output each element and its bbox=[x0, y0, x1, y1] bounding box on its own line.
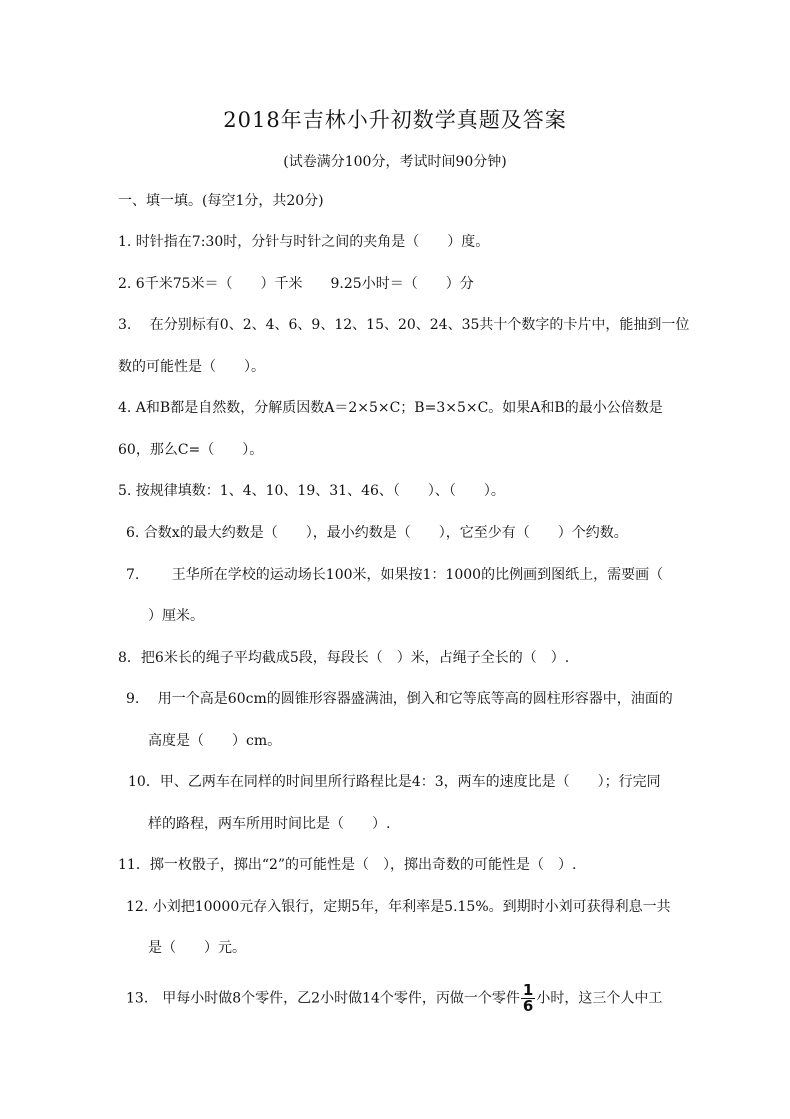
question-6: 6. 合数x的最大约数是（ ），最小约数是（ ），它至少有（ ）个约数。 bbox=[126, 525, 628, 541]
fraction-one-sixth bbox=[521, 983, 535, 1014]
question-12-line1: 12. 小刘把10000元存入银行，定期5年，年利率是5.15%。到期时小刘可获得利息一共 bbox=[126, 899, 671, 915]
question-2: 2. 6千米75米＝（ ）千米 9.25小时＝（ ）分 bbox=[118, 276, 474, 292]
section-heading: 一、填一填。(每空1分，共20分) bbox=[118, 193, 324, 209]
question-12-line2: 是（ ）元。 bbox=[148, 940, 246, 956]
question-13-text-after: 小时，这三个人中工 bbox=[536, 990, 663, 1007]
question-4-line1: 4. A和B都是自然数，分解质因数A＝2×5×C；B=3×5×C。如果A和B的最小公倍数是 bbox=[118, 400, 663, 416]
question-3-line2: 数的可能性是（ ）。 bbox=[118, 359, 265, 375]
question-8: 8．把6米长的绳子平均截成5段，每段长（ ）米，占绳子全长的（ ）. bbox=[118, 650, 570, 666]
question-10-line2: 样的路程，两车所用时间比是（ ）. bbox=[148, 816, 391, 832]
fraction-denominator: 6 bbox=[522, 997, 534, 1015]
fraction-numerator: 1 bbox=[522, 981, 534, 999]
exam-info: (试卷满分100分，考试时间90分钟) bbox=[283, 154, 507, 170]
question-11: 11．掷一枚骰子，掷出“2”的可能性是（ ），掷出奇数的可能性是（ ）. bbox=[118, 857, 577, 873]
question-10-line1: 10．甲、乙两车在同样的时间里所行路程比是4：3，两车的速度比是（ ）；行完同 bbox=[128, 774, 661, 790]
question-5: 5. 按规律填数：1、4、10、19、31、46、（ ）、（ ）。 bbox=[118, 483, 505, 499]
page-title: 2018年吉林小升初数学真题及答案 bbox=[223, 108, 567, 132]
question-9-line2: 高度是（ ）cm。 bbox=[148, 733, 282, 749]
question-4-line2: 60，那么C=（ ）。 bbox=[118, 442, 264, 458]
question-7-line1: 7. 王华所在学校的运动场长100米，如果按1：1000的比例画到图纸上，需要画（ bbox=[126, 567, 664, 583]
question-1: 1. 时针指在7:30时，分针与时针之间的夹角是（ ）度。 bbox=[118, 234, 490, 250]
question-7-line2: ）厘米。 bbox=[148, 608, 204, 624]
question-9-line1: 9. 用一个高是60cm的圆锥形容器盛满油，倒入和它等底等高的圆柱形容器中，油面的 bbox=[126, 691, 673, 707]
question-13-text-before: 13. 甲每小时做8个零件，乙2小时做14个零件，丙做一个零件 bbox=[126, 990, 520, 1007]
question-13-line1 bbox=[126, 983, 662, 1014]
question-3-line1: 3. 在分别标有0、2、4、6、9、12、15、20、24、35共十个数字的卡片中，能抽到一位 bbox=[118, 317, 690, 333]
